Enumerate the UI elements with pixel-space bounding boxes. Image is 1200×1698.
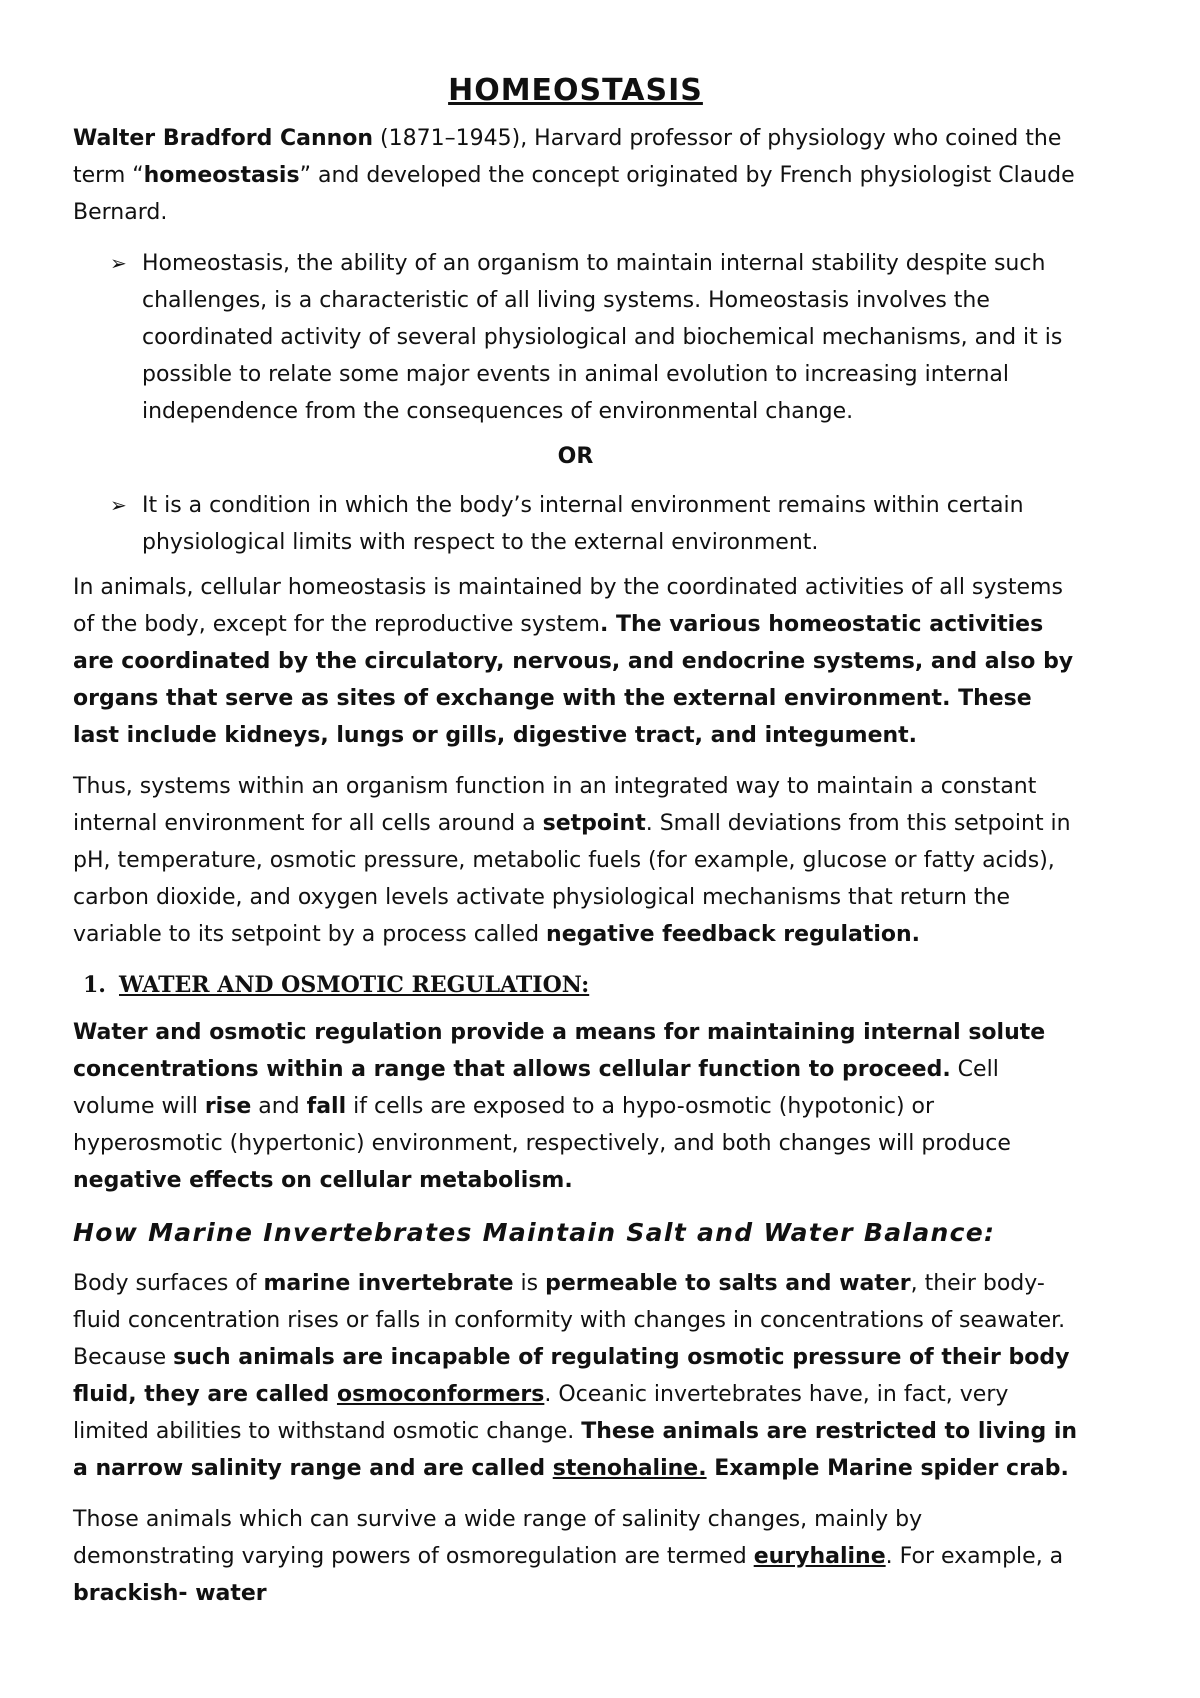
- marine-subheading: How Marine Invertebrates Maintain Salt and Water Balance:: [73, 1218, 996, 1247]
- marine-paragraph: [73, 1265, 1078, 1487]
- osmoconformers-term: osmoconformers: [336, 1382, 545, 1407]
- water-bold-fall: fall: [306, 1094, 347, 1119]
- list-item: [110, 245, 1078, 430]
- setpoint-text-1: Thus, systems within an organism function in an integrated way to maintain a constant internal environment for all cells around a: [73, 774, 1037, 836]
- water-text-1: Cell volume will: [73, 1057, 999, 1119]
- definition-list-1: [73, 245, 1078, 430]
- marine-text-4: . Oceanic invertebrates have, in fact, very limited abilities to withstand osmotic change.: [73, 1382, 1009, 1444]
- intro-text-1: (1871–1945), Harvard professor of physiology who coined the term “: [73, 126, 1062, 188]
- or-separator: OR: [557, 444, 594, 469]
- stenohaline-term: stenohaline.: [552, 1456, 707, 1481]
- euryhaline-term: euryhaline: [753, 1544, 886, 1569]
- setpoint-text-2: . Small deviations from this setpoint in pH, temperature, osmotic pressure, metabolic fuels (for example, glucose or fatty acids), carbon dioxide, and oxygen levels activate physiological mechanisms that return the variable to its setpoint by a process called: [73, 811, 1071, 947]
- section-number: 1.: [83, 972, 106, 998]
- water-text-2: and: [251, 1094, 307, 1119]
- euryhaline-paragraph: [73, 1501, 1078, 1612]
- water-bold-1: Water and osmotic regulation provide a means for maintaining internal solute concentrations within a range that allows cellular function to proceed.: [73, 1020, 1046, 1082]
- marine-example: Example Marine spider crab.: [706, 1456, 1069, 1481]
- arrow-bullet-icon: ➢: [110, 493, 127, 517]
- animals-paragraph: [73, 569, 1078, 754]
- intro-term: homeostasis: [143, 163, 300, 188]
- marine-text-1: Body surfaces of: [73, 1271, 264, 1296]
- water-text-3: if cells are exposed to a hypo-osmotic (hypotonic) or hyperosmotic (hypertonic) environment, respectively, and both changes will produce: [73, 1094, 1011, 1156]
- marine-bold-3: such animals are incapable of regulating osmotic pressure of their body fluid, they are called: [73, 1345, 1070, 1407]
- arrow-bullet-icon: ➢: [110, 251, 127, 275]
- animals-bold-text: . The various homeostatic activities are coordinated by the circulatory, nervous, and endocrine systems, and also by organs that serve as sites of exchange with the external environment. These last include kidneys, lungs or gills, digestive tract, and integument.: [73, 612, 1074, 748]
- marine-text-3: , their body-fluid concentration rises or falls in conformity with changes in concentrations of seawater. Because: [73, 1271, 1066, 1370]
- page-title: HOMEOSTASIS: [448, 73, 703, 108]
- marine-bold-2: permeable to salts and water: [545, 1271, 911, 1296]
- water-bold-rise: rise: [204, 1094, 252, 1119]
- setpoint-term: setpoint: [542, 811, 646, 836]
- marine-bold-1: marine invertebrate: [263, 1271, 514, 1296]
- water-bold-effects: negative effects on cellular metabolism.: [73, 1168, 573, 1193]
- marine-bold-4: These animals are restricted to living in a narrow salinity range and are called: [73, 1419, 1078, 1481]
- eury-text-1: Those animals which can survive a wide range of salinity changes, mainly by demonstrating varying powers of osmoregulation are termed: [73, 1507, 923, 1569]
- bullet-text: Homeostasis, the ability of an organism to maintain internal stability despite such challenges, is a characteristic of all living systems. Homeostasis involves the coordinated activity of several physiological and biochemical mechanisms, and it is possible to relate some major events in animal evolution to increasing internal independence from the consequences of environmental change.: [142, 251, 1063, 424]
- eury-bold-1: brackish- water: [73, 1581, 267, 1606]
- animals-text: In animals, cellular homeostasis is maintained by the coordinated activities of all systems of the body, except for the reproductive system: [73, 575, 1063, 637]
- water-paragraph: [73, 1014, 1078, 1199]
- eury-text-2: . For example, a: [885, 1544, 1064, 1569]
- list-item: [110, 487, 1078, 561]
- section-heading-water: [73, 967, 1078, 1004]
- setpoint-paragraph: [73, 768, 1078, 953]
- intro-paragraph: [73, 120, 1078, 231]
- bullet-text: It is a condition in which the body’s internal environment remains within certain physiological limits with respect to the external environment.: [142, 493, 1024, 555]
- intro-text-2: ” and developed the concept originated by French physiologist Claude Bernard.: [73, 163, 1075, 225]
- marine-text-2: is: [513, 1271, 546, 1296]
- section-label: WATER AND OSMOTIC REGULATION:: [119, 972, 590, 998]
- intro-name: Walter Bradford Cannon: [73, 126, 374, 151]
- feedback-term: negative feedback regulation.: [546, 922, 921, 947]
- definition-list-2: [73, 487, 1078, 561]
